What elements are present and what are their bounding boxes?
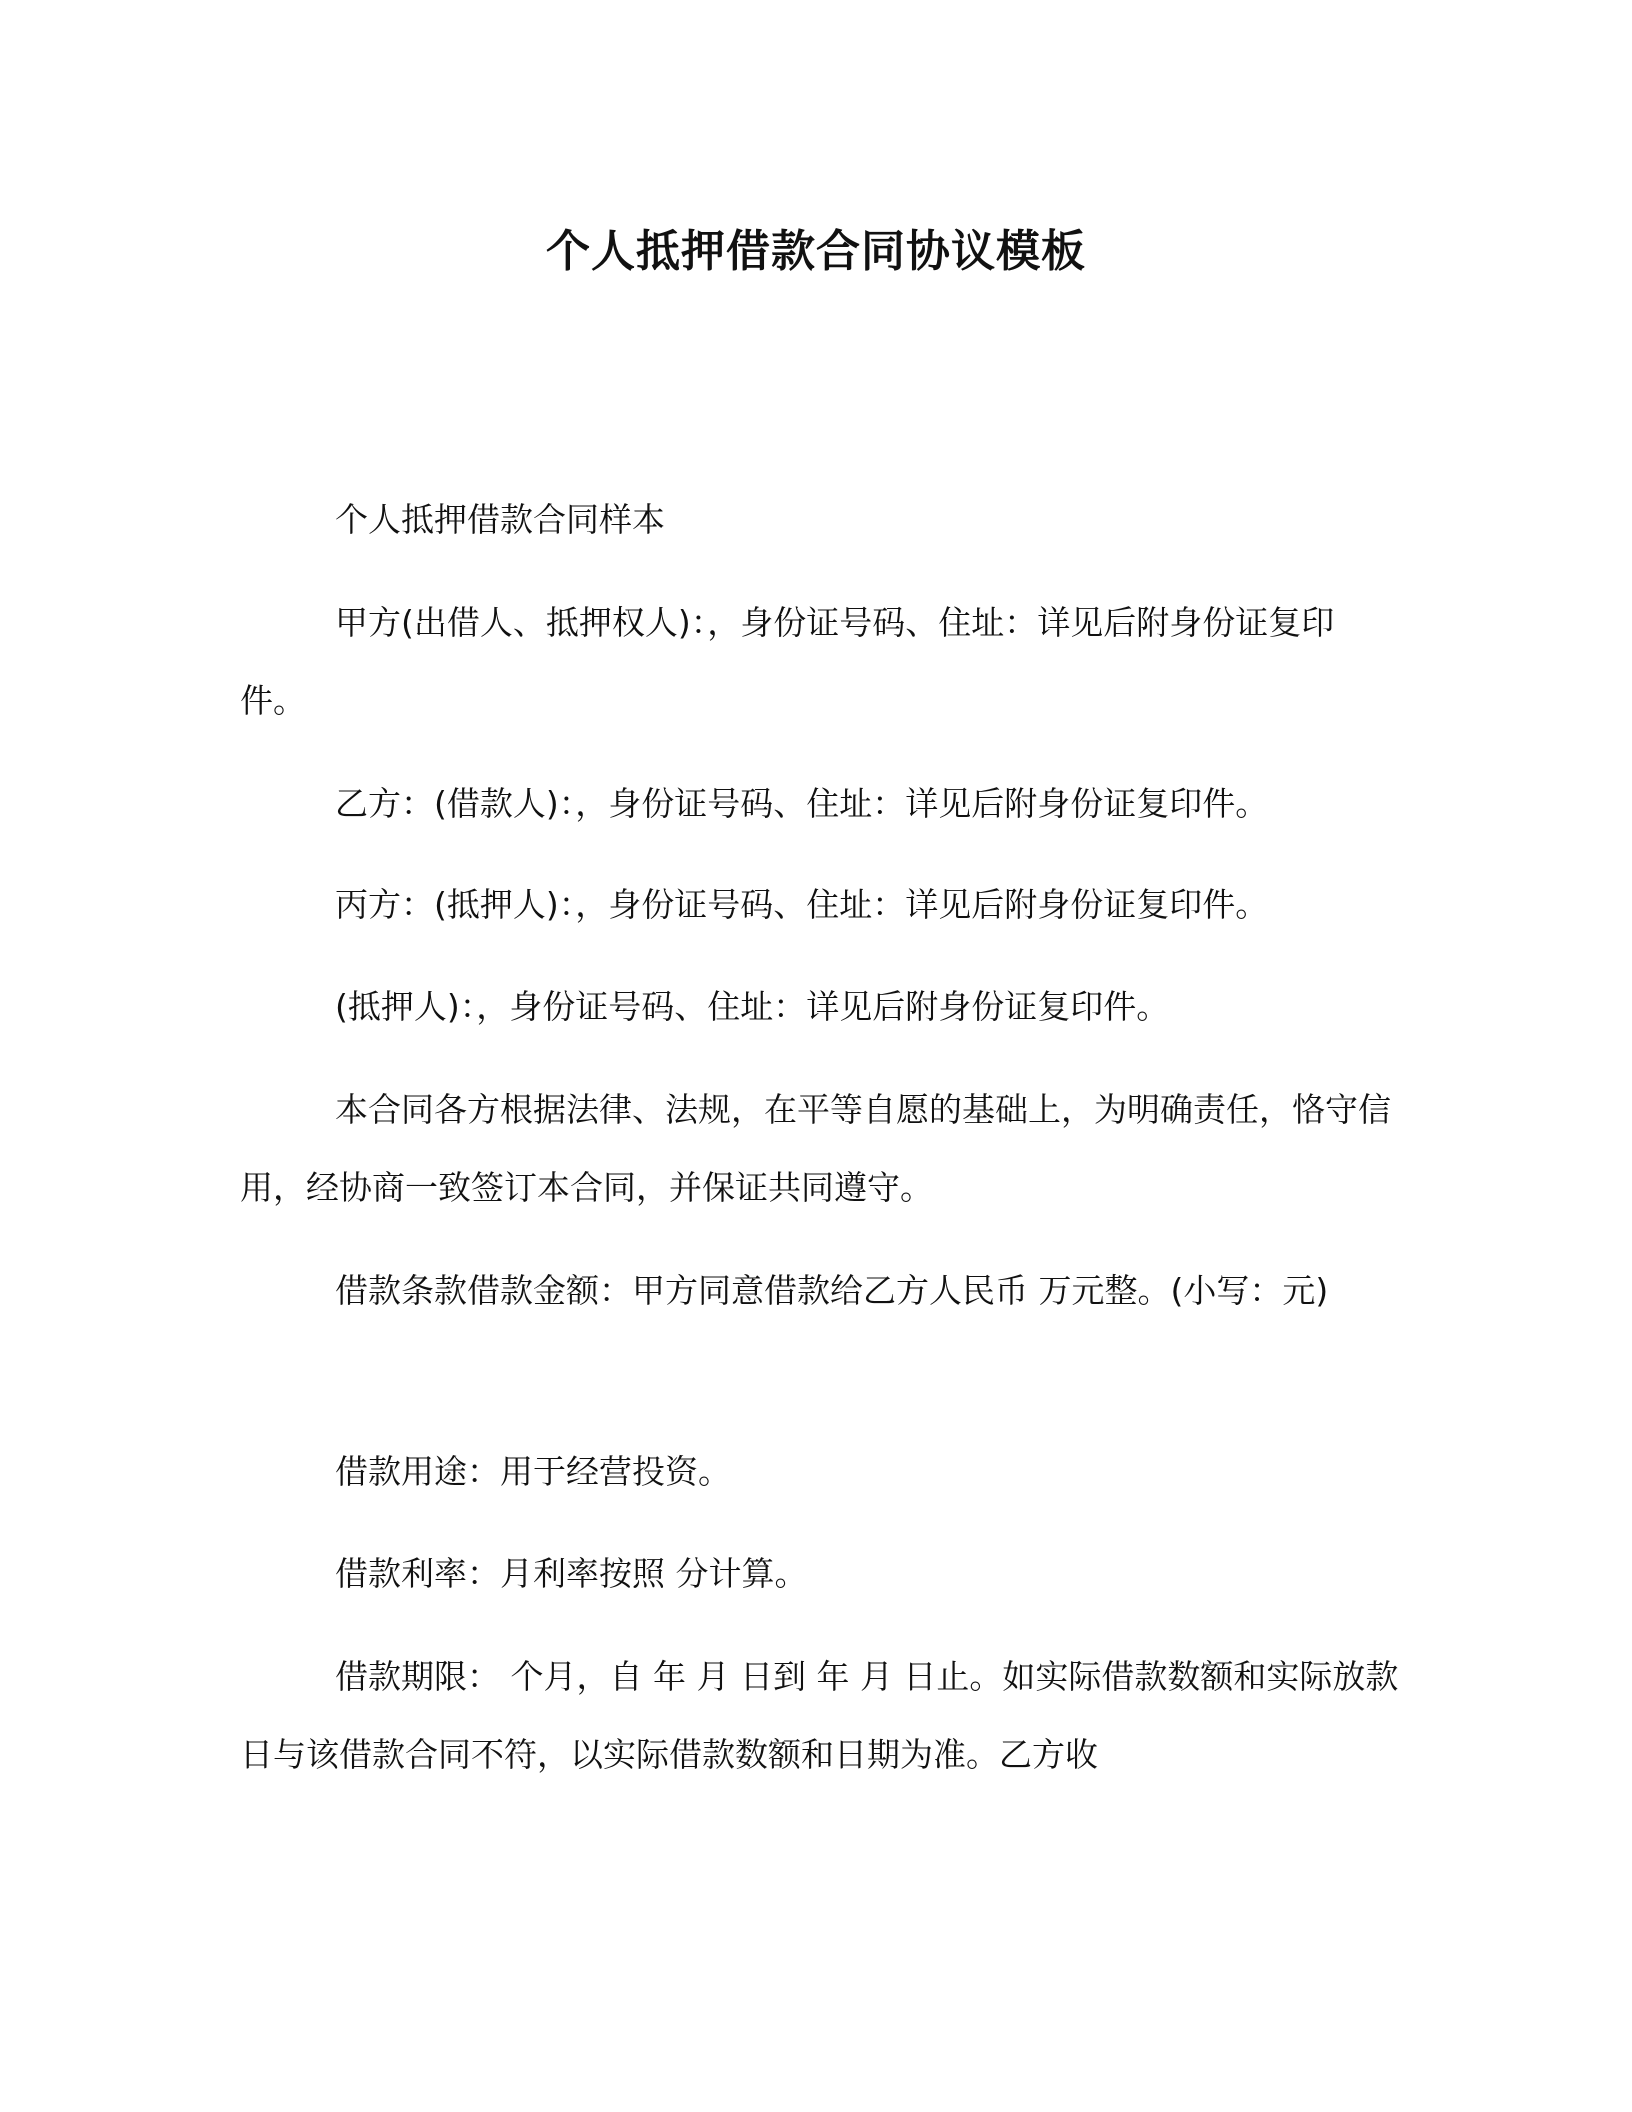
paragraph-party-c: 丙方：(抵押人)：，身份证号码、住址：详见后附身份证复印件。	[335, 885, 1269, 924]
paragraph-loan-purpose: 借款用途：用于经营投资。	[335, 1452, 731, 1491]
document-title: 个人抵押借款合同协议模板	[546, 226, 1086, 277]
paragraph-loan-amount: 借款条款借款金额：甲方同意借款给乙方人民币 万元整。(小写：元)	[335, 1271, 1329, 1310]
paragraph-loan-term: 借款期限： 个月，自 年 月 日到 年 月 日止。如实际借款数额和实际放款日与该借款合同不符，以实际借款数额和日期为准。乙方收	[240, 1657, 1399, 1774]
paragraph-party-a: 甲方(出借人、抵押权人)：，身份证号码、住址：详见后附身份证复印件。	[240, 603, 1335, 720]
paragraph-party-b: 乙方：(借款人)：，身份证号码、住址：详见后附身份证复印件。	[335, 784, 1269, 823]
paragraph-preamble: 本合同各方根据法律、法规，在平等自愿的基础上，为明确责任，恪守信用，经协商一致签订本合同，并保证共同遵守。	[240, 1090, 1391, 1207]
paragraph-sample-heading: 个人抵押借款合同样本	[335, 500, 665, 539]
paragraph-mortgagor: (抵押人)：，身份证号码、住址：详见后附身份证复印件。	[335, 987, 1170, 1026]
paragraph-interest-rate: 借款利率：月利率按照 分计算。	[335, 1554, 808, 1593]
